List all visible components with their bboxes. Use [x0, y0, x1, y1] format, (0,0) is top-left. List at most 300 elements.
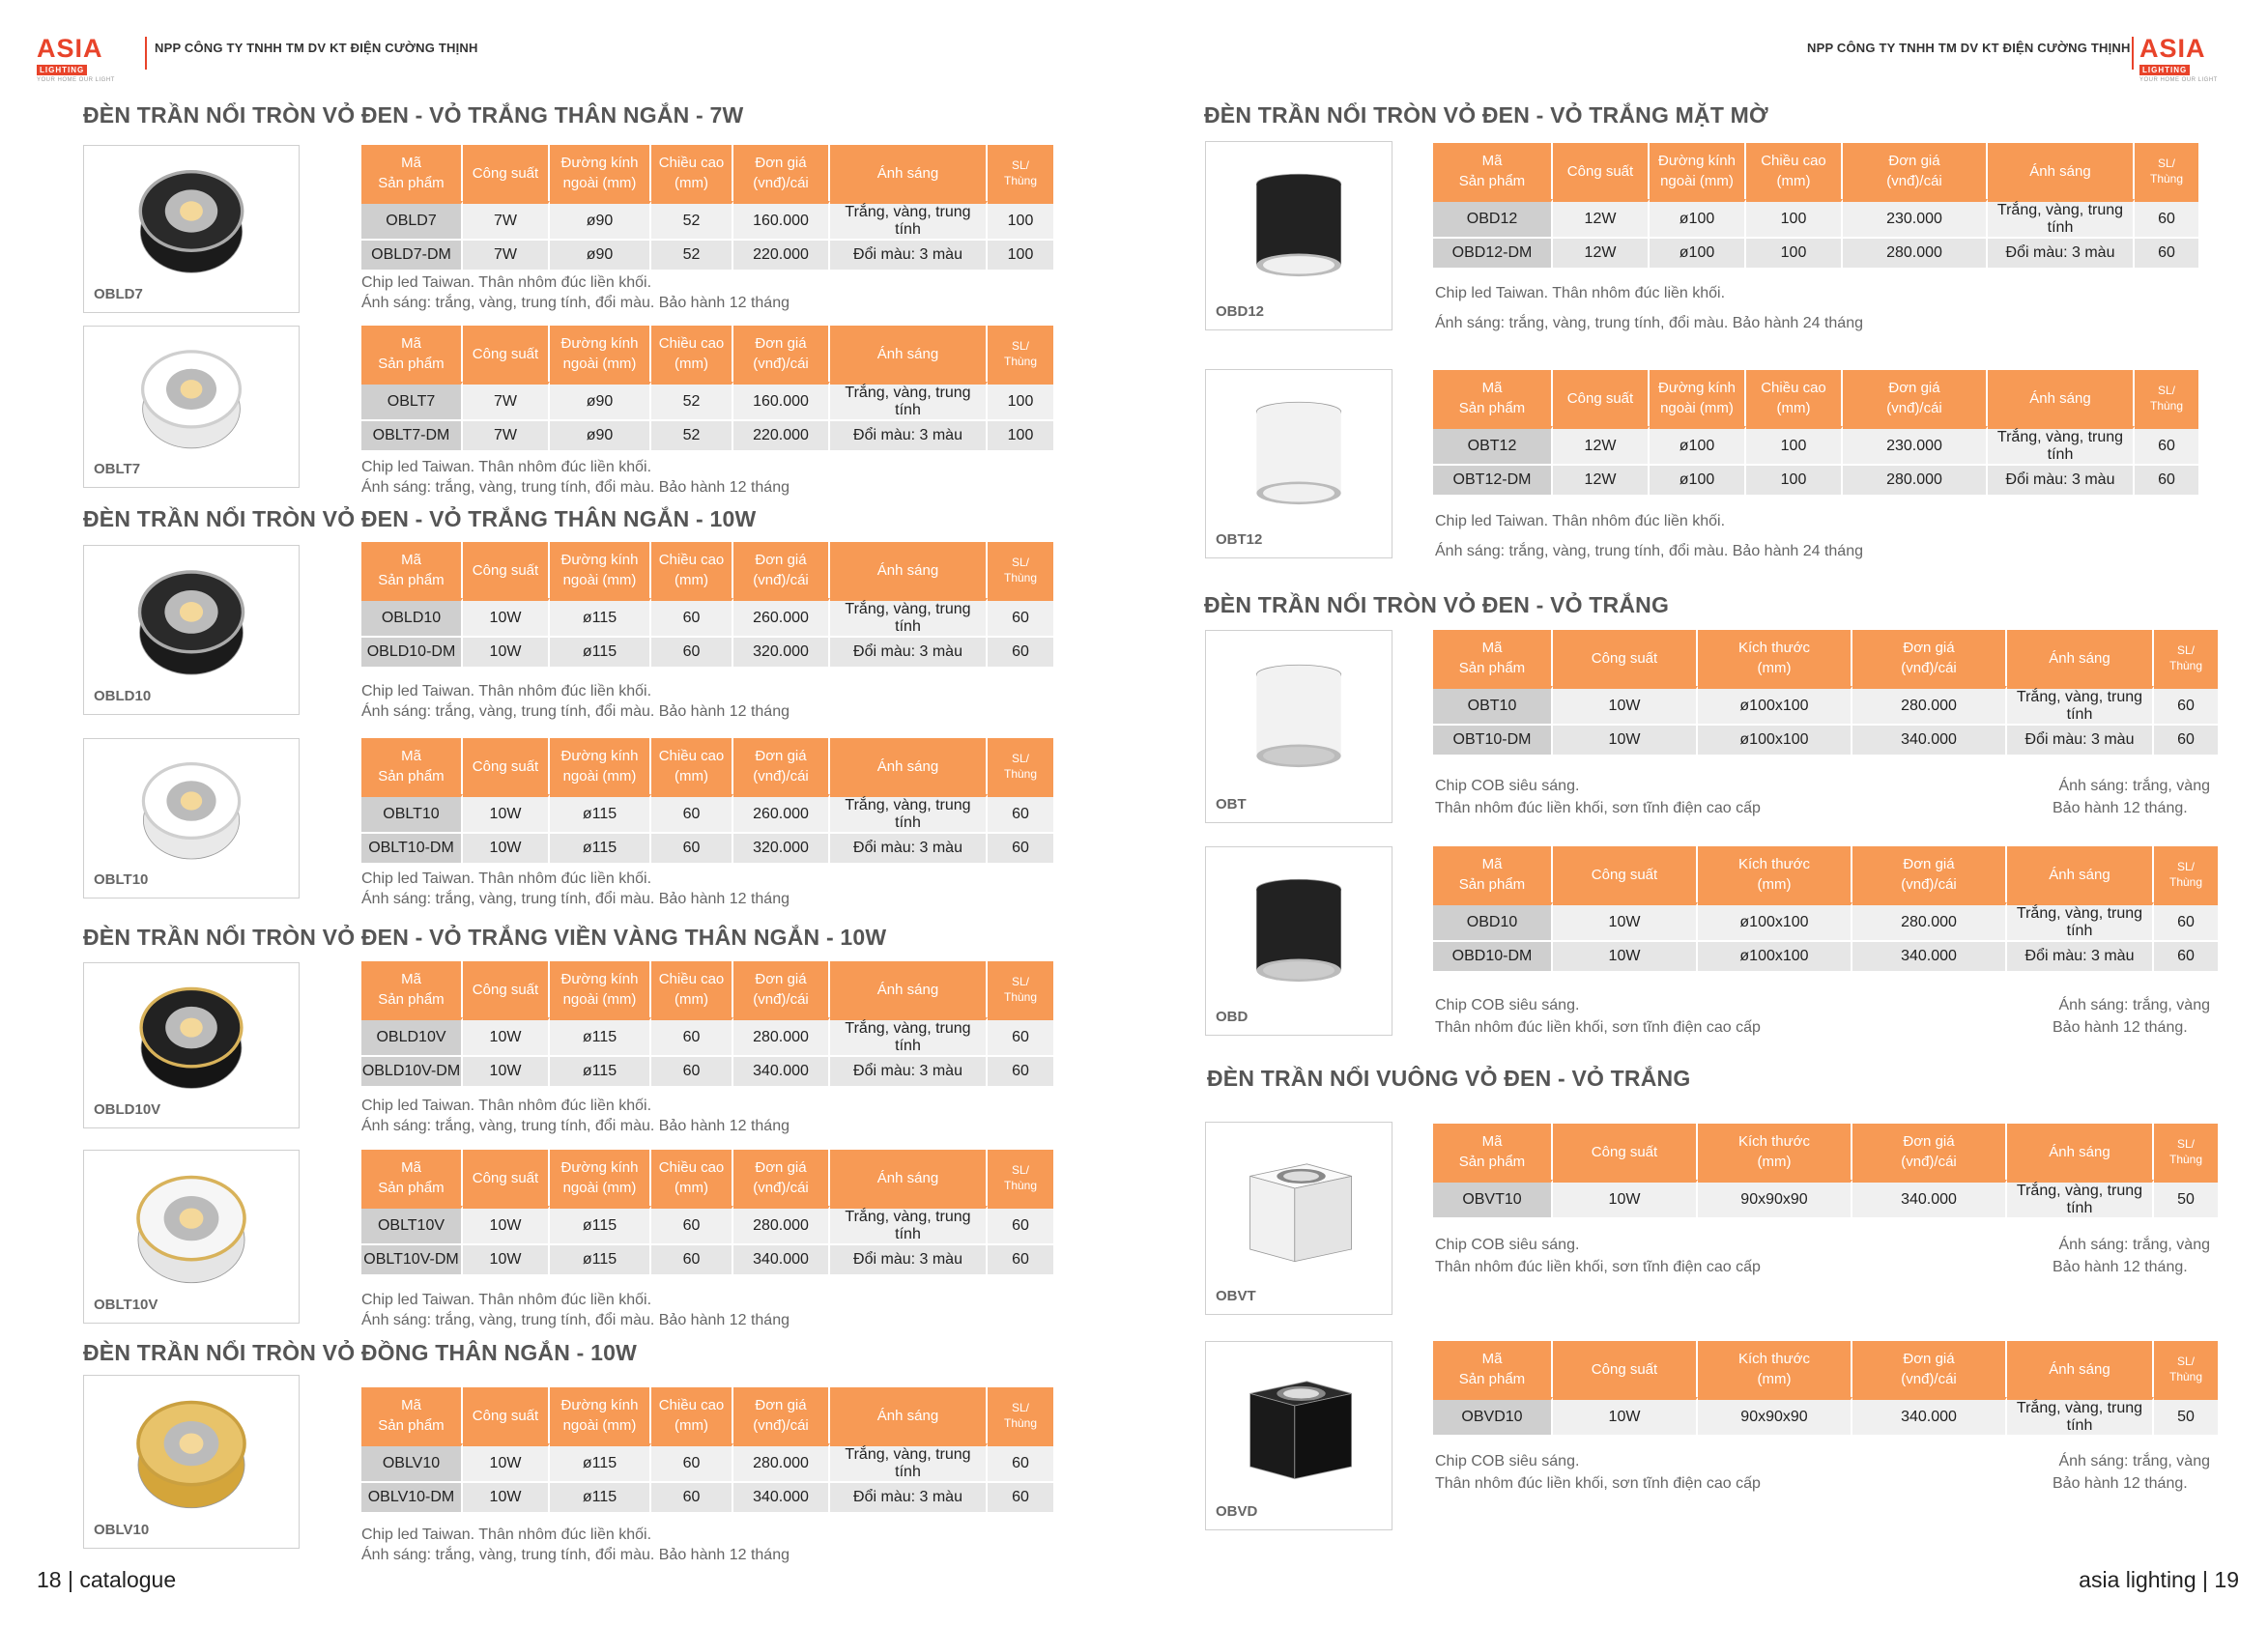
table-cell: Đổi màu: 3 màu — [1988, 466, 2135, 497]
th-power — [1553, 143, 1650, 199]
header-text: Sản phẩm — [378, 1417, 445, 1434]
table-row — [361, 1483, 1053, 1514]
table-cell: OBLD7-DM — [361, 241, 463, 271]
header-text: Công suất — [472, 1169, 539, 1186]
table-cell: OBLV10 — [361, 1443, 463, 1483]
header-text: Đơn giá — [755, 748, 807, 764]
header-text: Ánh sáng — [876, 561, 939, 579]
header-text: Sản phẩm — [1458, 400, 1526, 416]
table-cell: 12W — [1553, 239, 1650, 270]
header-text: (vnđ)/cái — [1901, 1371, 1957, 1387]
lamp-photo — [96, 971, 287, 1100]
th-power — [463, 542, 550, 598]
header-text: Sản phẩm — [378, 768, 445, 784]
header-text: (mm) — [675, 1417, 708, 1434]
header-text: ngoài (mm) — [1660, 400, 1734, 416]
th-product-code — [361, 326, 463, 382]
header-text: Công suất — [472, 561, 539, 579]
table-cell: Trắng, vàng, trung tính — [1988, 199, 2135, 239]
header-text: Thùng — [2168, 1370, 2203, 1384]
table-cell: ø115 — [550, 834, 651, 865]
table-row — [361, 241, 1053, 271]
header-text: ngoài (mm) — [562, 572, 637, 588]
th-qty — [2154, 630, 2218, 686]
header-text: SL/ — [1011, 556, 1029, 569]
table-cell: 60 — [651, 1245, 733, 1276]
asia-lighting-logo-right — [2139, 34, 2218, 83]
product-table — [1433, 1341, 2218, 1437]
header-text: Thùng — [1003, 767, 1038, 781]
product-table — [361, 961, 1053, 1088]
header-text: Ánh sáng — [2049, 649, 2110, 667]
th-product-code — [1433, 1341, 1553, 1397]
header-text: Kích thước — [1737, 1351, 1811, 1367]
table-cell: OBT10 — [1433, 686, 1553, 726]
header-text: Chiều cao — [658, 748, 725, 764]
table-cell: Trắng, vàng, trung tính — [830, 1443, 988, 1483]
product-image-obld10 — [83, 545, 300, 715]
header-text: Công suất — [472, 757, 539, 775]
table-row — [1433, 466, 2198, 497]
product-note: Thân nhôm đúc liền khối, sơn tĩnh điện cao cấp — [1435, 1259, 1761, 1275]
header-text: (vnđ)/cái — [1886, 173, 1942, 189]
footer-text: asia lighting — [2079, 1567, 2196, 1592]
product-note: Ánh sáng: trắng, vàng — [2058, 1237, 2210, 1253]
table-cell: 60 — [651, 1483, 733, 1514]
table-cell: Trắng, vàng, trung tính — [830, 201, 988, 241]
header-text: Sản phẩm — [1458, 173, 1526, 189]
th-size — [1698, 846, 1852, 902]
header-text: Ánh sáng — [2029, 389, 2091, 407]
header-text: Công suất — [1566, 162, 1634, 180]
product-label: OBD — [1216, 1009, 1249, 1025]
section-title: ĐÈN TRẦN NỔI TRÒN VỎ ĐEN - VỎ TRẮNG THÂN NGẮN - 10W — [83, 506, 757, 531]
table-cell: 10W — [463, 794, 550, 834]
header-text: Chiều cao — [658, 1397, 725, 1413]
table-cell: OBD12 — [1433, 199, 1553, 239]
table-cell: ø115 — [550, 794, 651, 834]
th-height — [651, 145, 733, 201]
header-text: Ánh sáng — [876, 981, 939, 998]
footer-text: catalogue — [79, 1567, 177, 1592]
table-cell: Trắng, vàng, trung tính — [830, 794, 988, 834]
lamp-photo — [1218, 639, 1380, 795]
product-note: Bảo hành 12 tháng. — [2053, 1019, 2188, 1036]
header-text: Công suất — [1591, 1360, 1658, 1378]
table-cell: OBLT10-DM — [361, 834, 463, 865]
header-text: Ánh sáng — [2049, 866, 2110, 883]
table-cell: 60 — [988, 1206, 1053, 1245]
product-note: Thân nhôm đúc liền khối, sơn tĩnh điện cao cấp — [1435, 1475, 1761, 1492]
section-title: ĐÈN TRẦN NỔI TRÒN VỎ ĐEN - VỎ TRẮNG VIỀN VÀNG THÂN NGẮN - 10W — [83, 925, 887, 950]
table-cell: ø100 — [1650, 199, 1746, 239]
lamp-photo — [96, 1384, 287, 1521]
table-cell: OBLT10V — [361, 1206, 463, 1245]
product-note: Chip COB siêu sáng. — [1435, 778, 1580, 794]
th-product-code — [1433, 370, 1553, 426]
product-label: OBLD7 — [94, 286, 143, 302]
table-cell: 230.000 — [1843, 199, 1988, 239]
header-text: Thùng — [1003, 1416, 1038, 1430]
th-diameter — [550, 542, 651, 598]
product-table — [361, 542, 1053, 669]
table-cell: 10W — [463, 1483, 550, 1514]
header-text: (mm) — [675, 356, 708, 372]
table-cell: 60 — [988, 1057, 1053, 1088]
header-text: Mã — [401, 335, 421, 352]
lamp-photo — [96, 334, 287, 460]
table-cell: 10W — [463, 598, 550, 638]
header-text: ngoài (mm) — [562, 1417, 637, 1434]
header-text: Đường kính — [1658, 380, 1736, 396]
table-cell: Đổi màu: 3 màu — [830, 834, 988, 865]
product-image-obvt — [1205, 1122, 1392, 1315]
th-price — [1852, 1341, 2007, 1397]
header-text: Sản phẩm — [378, 356, 445, 372]
table-row — [361, 1245, 1053, 1276]
th-power — [463, 326, 550, 382]
table-cell: 7W — [463, 201, 550, 241]
table-cell: OBVT10 — [1433, 1180, 1553, 1219]
table-cell: 280.000 — [1852, 902, 2007, 942]
th-product-code — [361, 961, 463, 1017]
th-diameter — [550, 1387, 651, 1443]
table-cell: 60 — [988, 1483, 1053, 1514]
table-cell: ø115 — [550, 598, 651, 638]
th-height — [651, 738, 733, 794]
logo-tagline: YOUR HOME OUR LIGHT — [2139, 77, 2218, 83]
table-cell: OBLT7 — [361, 382, 463, 421]
header-divider — [145, 37, 147, 70]
product-table — [1433, 846, 2218, 973]
th-product-code — [361, 145, 463, 201]
table-cell: 60 — [2154, 942, 2218, 973]
header-text: (mm) — [1757, 1154, 1792, 1170]
header-text: Đơn giá — [755, 1159, 807, 1176]
lamp-photo — [96, 747, 287, 870]
header-text: Đơn giá — [1888, 380, 1940, 396]
header-text: Đơn giá — [755, 971, 807, 987]
header-text: SL/ — [2157, 157, 2175, 170]
lamp-photo — [96, 554, 287, 687]
table-cell: 280.000 — [733, 1017, 830, 1057]
header-text: SL/ — [1011, 975, 1029, 988]
table-cell: OBLT7-DM — [361, 421, 463, 452]
table-row — [361, 834, 1053, 865]
header-text: Thùng — [2168, 659, 2203, 672]
company-name-left: NPP CÔNG TY TNHH TM DV KT ĐIỆN CƯỜNG THỊNH — [155, 41, 478, 55]
th-price — [1852, 1124, 2007, 1180]
table-cell: 90x90x90 — [1698, 1180, 1852, 1219]
header-text: Đường kính — [560, 1159, 639, 1176]
table-cell: 60 — [651, 1206, 733, 1245]
th-diameter — [1650, 370, 1746, 426]
table-cell: 10W — [463, 1206, 550, 1245]
table-cell: 60 — [988, 1245, 1053, 1276]
th-price — [1852, 846, 2007, 902]
header-text: (mm) — [675, 991, 708, 1008]
table-row — [361, 1206, 1053, 1245]
product-note: Chip led Taiwan. Thân nhôm đúc liền khối. — [361, 683, 652, 699]
header-text: SL/ — [1011, 1401, 1029, 1414]
table-row — [1433, 902, 2218, 942]
table-cell: 10W — [1553, 686, 1698, 726]
table-cell: Trắng, vàng, trung tính — [830, 1017, 988, 1057]
th-qty — [988, 326, 1053, 382]
lamp-photo — [1218, 150, 1380, 302]
table-cell: Trắng, vàng, trung tính — [1988, 426, 2135, 466]
header-text: Sản phẩm — [1458, 660, 1526, 676]
header-text: Đơn giá — [1903, 856, 1955, 872]
table-cell: Trắng, vàng, trung tính — [830, 1206, 988, 1245]
th-light — [1988, 143, 2135, 199]
table-cell: 10W — [1553, 902, 1698, 942]
table-cell: 340.000 — [1852, 726, 2007, 756]
table-cell: Đổi màu: 3 màu — [830, 421, 988, 452]
header-text: Đơn giá — [1903, 1351, 1955, 1367]
product-image-oblt7 — [83, 326, 300, 488]
lamp-photo — [1218, 855, 1380, 1008]
th-light — [830, 1387, 988, 1443]
header-text: SL/ — [1011, 1163, 1029, 1177]
table-cell: 52 — [651, 382, 733, 421]
th-light — [830, 326, 988, 382]
th-height — [1746, 143, 1843, 199]
table-cell: OBLD7 — [361, 201, 463, 241]
th-product-code — [361, 1150, 463, 1206]
section-title: ĐÈN TRẦN NỔI TRÒN VỎ ĐEN - VỎ TRẮNG MẶT MỜ — [1204, 102, 1768, 128]
footer-right — [2079, 1567, 2239, 1593]
section-title: ĐÈN TRẦN NỔI TRÒN VỎ ĐỒNG THÂN NGẮN - 10W — [83, 1340, 637, 1365]
table-cell: Trắng, vàng, trung tính — [2007, 1180, 2154, 1219]
table-cell: 340.000 — [1852, 1397, 2007, 1437]
header-text: Ánh sáng — [876, 757, 939, 775]
header-text: Đường kính — [560, 748, 639, 764]
asia-lighting-logo-left — [37, 34, 115, 83]
header-text: Sản phẩm — [1458, 876, 1526, 893]
th-power — [1553, 630, 1698, 686]
table-cell: 60 — [651, 834, 733, 865]
product-note: Ánh sáng: trắng, vàng, trung tính, đổi màu. Bảo hành 12 tháng — [361, 295, 789, 311]
table-cell: OBLD10V-DM — [361, 1057, 463, 1088]
product-note: Bảo hành 12 tháng. — [2053, 1475, 2188, 1492]
table-cell: 340.000 — [733, 1245, 830, 1276]
table-cell: 340.000 — [1852, 1180, 2007, 1219]
section-title: ĐÈN TRẦN NỔI TRÒN VỎ ĐEN - VỎ TRẮNG — [1204, 592, 1670, 617]
header-text: (mm) — [1776, 173, 1811, 189]
table-row — [361, 382, 1053, 421]
table-cell: OBLT10V-DM — [361, 1245, 463, 1276]
table-cell: OBT12-DM — [1433, 466, 1553, 497]
table-cell: 100 — [1746, 426, 1843, 466]
header-text: (mm) — [1757, 660, 1792, 676]
header-text: ngoài (mm) — [562, 175, 637, 191]
product-note: Ánh sáng: trắng, vàng, trung tính, đổi màu. Bảo hành 24 tháng — [1435, 543, 1863, 559]
table-cell: ø100x100 — [1698, 726, 1852, 756]
header-text: Thùng — [1003, 1179, 1038, 1192]
th-qty — [988, 1150, 1053, 1206]
table-cell: 10W — [463, 1245, 550, 1276]
header-text: (mm) — [675, 1180, 708, 1196]
header-text: Mã — [1481, 856, 1503, 872]
header-text: ngoài (mm) — [562, 356, 637, 372]
th-price — [733, 1387, 830, 1443]
table-cell: Trắng, vàng, trung tính — [2007, 1397, 2154, 1437]
table-cell: 320.000 — [733, 638, 830, 669]
product-image-obld7 — [83, 145, 300, 313]
th-diameter — [550, 738, 651, 794]
product-note: Chip led Taiwan. Thân nhôm đúc liền khối. — [1435, 285, 1726, 301]
product-note: Chip led Taiwan. Thân nhôm đúc liền khối. — [361, 870, 652, 887]
header-text: Kích thước — [1737, 640, 1811, 656]
header-text: Thùng — [2149, 172, 2184, 185]
table-cell: 160.000 — [733, 382, 830, 421]
th-product-code — [1433, 846, 1553, 902]
table-cell: Đổi màu: 3 màu — [830, 1057, 988, 1088]
th-height — [651, 542, 733, 598]
table-cell: ø115 — [550, 1206, 651, 1245]
table-cell: 220.000 — [733, 421, 830, 452]
table-cell: OBD12-DM — [1433, 239, 1553, 270]
table-cell: 52 — [651, 241, 733, 271]
th-power — [463, 1150, 550, 1206]
product-image-obt — [1205, 630, 1392, 823]
table-cell: 52 — [651, 201, 733, 241]
product-label: OBLV10 — [94, 1522, 150, 1538]
company-name-right: NPP CÔNG TY TNHH TM DV KT ĐIỆN CƯỜNG THỊNH — [1807, 41, 2131, 55]
th-qty — [2154, 1341, 2218, 1397]
th-price — [733, 1150, 830, 1206]
th-power — [463, 1387, 550, 1443]
header-text: (mm) — [1757, 1371, 1792, 1387]
product-table — [1433, 370, 2198, 497]
th-light — [830, 961, 988, 1017]
product-note: Chip led Taiwan. Thân nhôm đúc liền khối. — [361, 274, 652, 291]
lamp-photo — [1218, 1350, 1380, 1502]
header-text: Chiều cao — [1761, 153, 1826, 169]
header-text: Thùng — [2168, 875, 2203, 889]
table-cell: 260.000 — [733, 598, 830, 638]
header-text: Mã — [401, 971, 421, 987]
product-note: Bảo hành 12 tháng. — [2053, 1259, 2188, 1275]
table-cell: 60 — [2154, 726, 2218, 756]
th-price — [733, 738, 830, 794]
header-text: Công suất — [472, 345, 539, 362]
product-note: Thân nhôm đúc liền khối, sơn tĩnh điện cao cấp — [1435, 800, 1761, 816]
product-image-obld10v — [83, 962, 300, 1128]
th-qty — [988, 1387, 1053, 1443]
table-row — [1433, 1180, 2218, 1219]
product-label: OBT — [1216, 796, 1247, 813]
th-height — [651, 961, 733, 1017]
table-cell: Trắng, vàng, trung tính — [830, 598, 988, 638]
table-cell: 10W — [1553, 726, 1698, 756]
page-number: 18 — [37, 1567, 62, 1592]
table-cell: Đổi màu: 3 màu — [830, 1483, 988, 1514]
header-text: Mã — [1481, 1133, 1503, 1150]
table-cell: OBD10-DM — [1433, 942, 1553, 973]
table-cell: 100 — [988, 382, 1053, 421]
table-cell: ø115 — [550, 1443, 651, 1483]
header-text: (vnđ)/cái — [753, 991, 809, 1008]
product-label: OBLT10V — [94, 1297, 158, 1313]
header-text: Đường kính — [560, 1397, 639, 1413]
header-text: Công suất — [1566, 389, 1634, 407]
table-cell: 320.000 — [733, 834, 830, 865]
th-power — [1553, 370, 1650, 426]
table-cell: 50 — [2154, 1397, 2218, 1437]
th-diameter — [550, 145, 651, 201]
header-text: Thùng — [1003, 571, 1038, 585]
header-text: Đơn giá — [1888, 153, 1940, 169]
header-text: Đường kính — [1658, 153, 1736, 169]
table-cell: 280.000 — [1843, 466, 1988, 497]
table-cell: 280.000 — [1852, 686, 2007, 726]
table-cell: 100 — [1746, 466, 1843, 497]
table-cell: 60 — [2135, 199, 2198, 239]
th-size — [1698, 1124, 1852, 1180]
table-cell: 60 — [988, 794, 1053, 834]
table-row — [1433, 239, 2198, 270]
table-cell: 60 — [2135, 239, 2198, 270]
th-price — [1843, 370, 1988, 426]
header-text: Sản phẩm — [1458, 1154, 1526, 1170]
table-cell: ø90 — [550, 421, 651, 452]
header-divider — [2132, 37, 2134, 70]
th-qty — [2135, 370, 2198, 426]
header-text: Công suất — [1591, 866, 1658, 883]
product-label: OBLT10 — [94, 871, 149, 888]
header-text: Chiều cao — [658, 971, 725, 987]
table-row — [1433, 426, 2198, 466]
table-cell: 100 — [988, 241, 1053, 271]
table-row — [361, 598, 1053, 638]
table-cell: ø100x100 — [1698, 942, 1852, 973]
header-text: Ánh sáng — [876, 1407, 939, 1424]
th-product-code — [361, 1387, 463, 1443]
table-cell: 7W — [463, 241, 550, 271]
table-cell: ø100 — [1650, 466, 1746, 497]
header-text: SL/ — [1011, 752, 1029, 765]
th-size — [1698, 1341, 1852, 1397]
table-cell: OBLD10V — [361, 1017, 463, 1057]
product-note: Bảo hành 12 tháng. — [2053, 800, 2188, 816]
th-diameter — [550, 961, 651, 1017]
table-cell: 60 — [988, 1017, 1053, 1057]
table-cell: ø115 — [550, 638, 651, 669]
th-power — [1553, 1124, 1698, 1180]
lamp-photo — [1218, 378, 1380, 530]
product-table — [361, 1150, 1053, 1276]
product-table — [361, 145, 1053, 271]
product-table — [361, 1387, 1053, 1514]
table-cell: 280.000 — [733, 1206, 830, 1245]
header-text: Mã — [401, 155, 421, 171]
product-label: OBD12 — [1216, 303, 1265, 320]
table-cell: 10W — [1553, 1180, 1698, 1219]
product-table — [1433, 1124, 2218, 1219]
th-product-code — [361, 738, 463, 794]
th-light — [830, 145, 988, 201]
table-cell: 220.000 — [733, 241, 830, 271]
header-text: Chiều cao — [1761, 380, 1826, 396]
table-cell: Đổi màu: 3 màu — [830, 241, 988, 271]
header-text: Thùng — [2168, 1153, 2203, 1166]
product-image-obd — [1205, 846, 1392, 1036]
header-text: (mm) — [675, 572, 708, 588]
table-cell: 60 — [651, 1017, 733, 1057]
th-light — [2007, 1124, 2154, 1180]
